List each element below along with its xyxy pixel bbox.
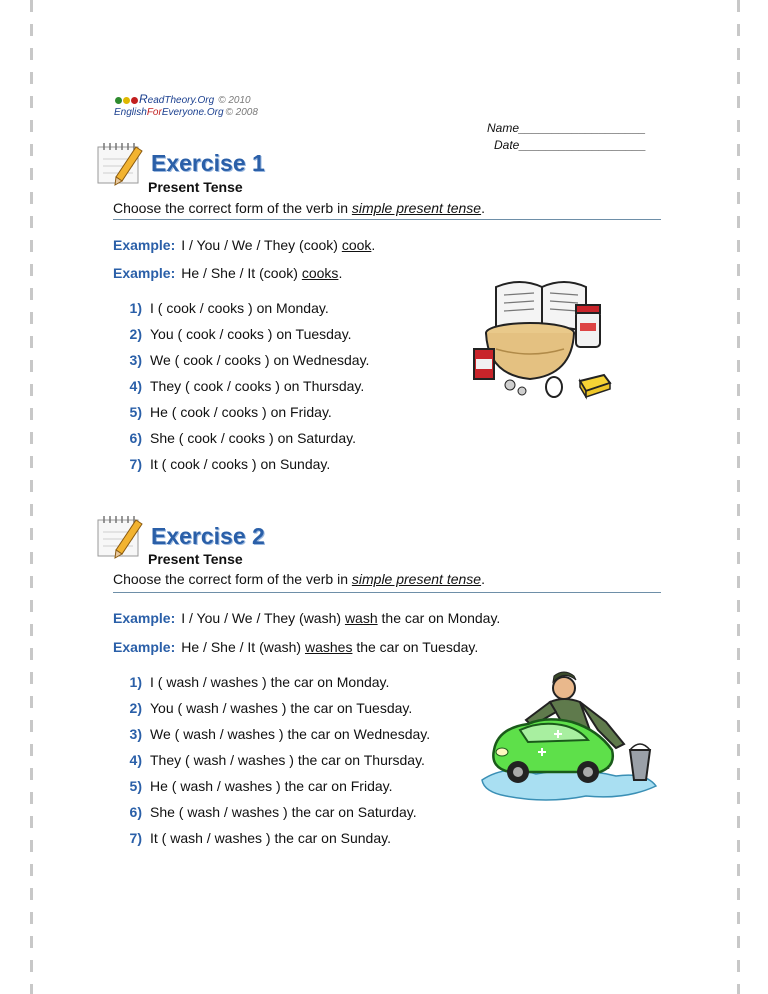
example-answer: washes: [304, 639, 353, 655]
example-line: [113, 237, 375, 253]
exercise-item: [120, 674, 389, 690]
item-number: 1): [129, 674, 142, 690]
example-tail: the car on Monday.: [377, 610, 501, 626]
item-text: I ( cook / cooks ) on Monday.: [150, 300, 329, 316]
item-number: 7): [129, 456, 142, 472]
exercise-item: [120, 752, 425, 768]
item-text: We ( wash / washes ) the car on Wednesday.: [150, 726, 431, 742]
item-text: It ( wash / washes ) the car on Sunday.: [150, 830, 391, 846]
item-text: We ( cook / cooks ) on Wednesday.: [150, 352, 370, 368]
example-text: I / You / We / They (wash): [181, 610, 345, 626]
item-text: He ( wash / washes ) the car on Friday.: [150, 778, 393, 794]
exercise-title: Exercise 1: [151, 150, 265, 176]
brand-dot-red: [131, 97, 138, 104]
notepad-pencil-icon: [96, 141, 146, 187]
item-number: 6): [129, 430, 142, 446]
brand-name: eadTheory.Org: [147, 95, 215, 106]
item-number: 2): [129, 700, 142, 716]
example-label: Example:: [113, 610, 176, 626]
example-answer: cook: [341, 237, 372, 253]
instruction-emphasis: simple present tense: [351, 571, 482, 587]
brand2-copyright: © 2008: [225, 107, 258, 118]
exercise-instruction: [113, 200, 485, 216]
instruction-suffix: .: [481, 200, 485, 216]
instruction-emphasis: simple present tense: [351, 200, 482, 216]
item-number: 6): [129, 804, 142, 820]
example-answer: wash: [344, 610, 378, 626]
exercise-title: Exercise 2: [151, 523, 265, 549]
example-label: Example:: [113, 265, 176, 281]
item-text: You ( cook / cooks ) on Tuesday.: [150, 326, 352, 342]
section-divider: [113, 219, 661, 220]
exercise-item: [120, 326, 352, 342]
brand2-part-b: For: [146, 107, 162, 118]
example-tail: .: [371, 237, 376, 253]
item-number: 5): [129, 778, 142, 794]
item-text: He ( cook / cooks ) on Friday.: [150, 404, 332, 420]
date-field: Date___________________: [494, 138, 647, 152]
page-edge-left: [30, 0, 33, 994]
item-text: They ( wash / washes ) the car on Thursday.: [150, 752, 425, 768]
brand-dot-green: [115, 97, 122, 104]
exercise-item: [120, 778, 393, 794]
name-field: Name___________________: [487, 121, 646, 135]
example-answer: cooks: [301, 265, 339, 281]
man-washing-car-illustration: [476, 668, 666, 810]
item-text: You ( wash / washes ) the car on Tuesday.: [150, 700, 413, 716]
item-text: She ( cook / cooks ) on Saturday.: [150, 430, 356, 446]
example-line: [113, 639, 478, 655]
exercise-item: [120, 830, 391, 846]
item-number: 1): [129, 300, 142, 316]
example-line: [113, 265, 342, 281]
example-label: Example:: [113, 639, 176, 655]
item-number: 3): [129, 726, 142, 742]
example-label: Example:: [113, 237, 176, 253]
notepad-pencil-icon: [96, 514, 146, 560]
exercise-item: [120, 726, 430, 742]
readtheory-brand: [115, 92, 251, 106]
item-number: 2): [129, 326, 142, 342]
item-number: 5): [129, 404, 142, 420]
example-text: I / You / We / They (cook): [181, 237, 342, 253]
exercise-instruction: [113, 571, 485, 587]
example-tail: the car on Tuesday.: [352, 639, 479, 655]
brand-dot-yellow: [123, 97, 130, 104]
example-text: He / She / It (cook): [181, 265, 302, 281]
item-number: 4): [129, 378, 142, 394]
exercise-item: [120, 404, 332, 420]
exercise-subtitle: Present Tense: [148, 551, 243, 567]
exercise-item: [120, 430, 356, 446]
item-text: It ( cook / cooks ) on Sunday.: [150, 456, 331, 472]
item-number: 7): [129, 830, 142, 846]
instruction-suffix: .: [481, 571, 485, 587]
example-text: He / She / It (wash): [181, 639, 305, 655]
item-text: She ( wash / washes ) the car on Saturday.: [150, 804, 417, 820]
exercise-item: [120, 352, 369, 368]
brand2-part-c: Everyone.Org: [161, 107, 224, 118]
brand2-part-a: English: [114, 107, 147, 118]
page-edge-right: [737, 0, 740, 994]
instruction-prefix: Choose the correct form of the verb in: [113, 571, 352, 587]
exercise-item: [120, 456, 330, 472]
exercise-item: [120, 804, 417, 820]
exercise-item: [120, 378, 364, 394]
example-line: [113, 610, 500, 626]
exercise-subtitle: Present Tense: [148, 179, 243, 195]
item-number: 3): [129, 352, 142, 368]
exercise-item: [120, 700, 412, 716]
item-number: 4): [129, 752, 142, 768]
cooking-ingredients-illustration: [470, 275, 616, 405]
section-divider: [113, 592, 661, 593]
brand-copyright: © 2010: [218, 95, 251, 106]
englishforeveryone-brand: [114, 107, 258, 118]
exercise-item: [120, 300, 329, 316]
item-text: They ( cook / cooks ) on Thursday.: [150, 378, 365, 394]
example-tail: .: [338, 265, 343, 281]
instruction-prefix: Choose the correct form of the verb in: [113, 200, 352, 216]
brand-initial: R: [139, 92, 148, 106]
item-text: I ( wash / washes ) the car on Monday.: [150, 674, 390, 690]
